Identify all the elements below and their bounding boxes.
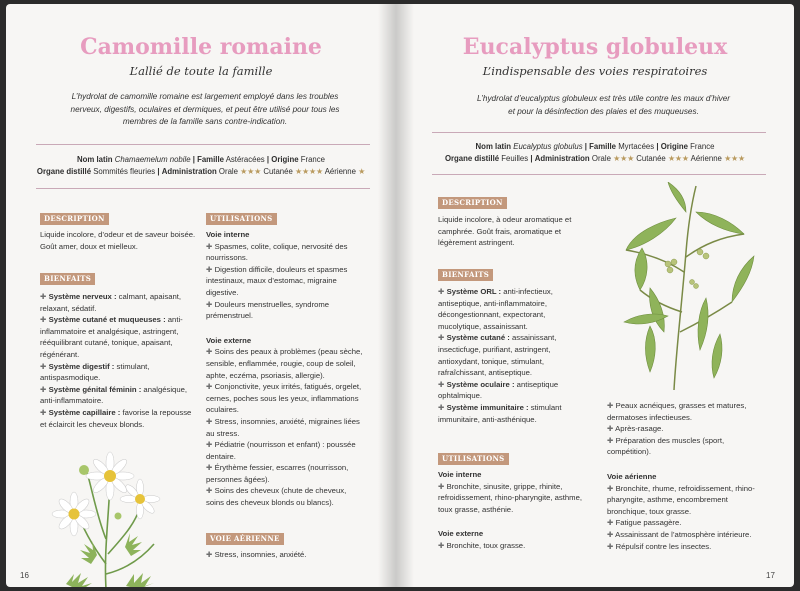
list-item: ✚ Système oculaire : antiseptique ophtalmique. <box>438 379 559 401</box>
list-item: ✚ Préparation des muscles (sport, compétition). <box>607 435 725 457</box>
gutter-shadow <box>378 4 396 587</box>
bienfaits-list <box>40 291 198 430</box>
meta-line-1: Nom latin Eucalyptus globulus | Famille Myrtacées | Origine France <box>475 142 715 151</box>
subheading-voie-externe: Voie externe <box>438 529 484 539</box>
list-item: ✚ Peaux acnéiques, grasses et matures, dermatoses infectieuses. <box>607 401 747 422</box>
bienfaits-list <box>438 286 578 425</box>
page-title: Camomille romaine <box>80 34 322 60</box>
divider <box>36 188 370 189</box>
subheading-voie-externe: Voie externe <box>206 335 252 345</box>
page-title: Eucalyptus globuleux <box>462 34 728 60</box>
list-item: ✚ Système cutané : assainissant, insecticfuge, purifiant, astringent, antioxydant, tonique, stimulant, rafraîchissant, antiseptique. <box>438 333 557 378</box>
list-item: ✚ Soins des peaux à problèmes (peau sèche, sensible, enflammée, rougie, coup de soleil, aphte, eczéma, psoriasis, allergie). <box>206 347 363 380</box>
meta-line-2: Organe distillé Sommités fleuries | Administration Orale ★★★ Cutanée ★★★★ Aérienne ★ <box>36 167 366 176</box>
star-rating: ★ <box>358 167 366 176</box>
section-badge-description: DESCRIPTION <box>438 197 507 209</box>
list-item: ✚ Système digestif : stimulant, antispasmodique. <box>40 361 150 383</box>
page-number: 16 <box>20 571 29 580</box>
section-badge-bienfaits: BIENFAITS <box>40 273 95 285</box>
utilisations-list-continued <box>607 400 757 552</box>
section-badge-voie-aerienne: VOIE AÉRIENNE <box>206 533 284 545</box>
section-badge-bienfaits: BIENFAITS <box>438 269 493 281</box>
list-item: ✚ Bronchite, rhume, refroidissement, rhino-pharyngite, asthme, encombrement bronchique, toux grasse. <box>607 483 755 516</box>
intro-text: L’hydrolat d’eucalyptus globuleux est très utile contre les maux d’hiver et pour la désinfection des plaies et des muqueuses. <box>476 94 731 116</box>
list-item: ✚ Système immunitaire : stimulant immunitaire, anti-asthénique. <box>438 402 562 424</box>
section-badge-utilisations: UTILISATIONS <box>438 453 509 465</box>
list-item: ✚ Stress, insomnies, anxiété. <box>206 550 307 559</box>
description-text: Liquide incolore, d’odeur et de saveur boisée. Goût amer, doux et mielleux. <box>40 230 196 251</box>
section-badge-utilisations: UTILISATIONS <box>206 213 277 225</box>
page-right <box>396 4 794 587</box>
book-spread <box>6 4 794 587</box>
meta-line-2: Organe distillé Feuilles | Administration Orale ★★★ Cutanée ★★★ Aérienne ★★★ <box>444 154 746 163</box>
list-item: ✚ Fatigue passagère. <box>607 518 682 528</box>
star-rating: ★★★ <box>240 167 262 176</box>
subheading-voie-aerienne: Voie aérienne <box>607 471 657 481</box>
description-text: Liquide incolore, à odeur aromatique et camphrée. Goût frais, aromatique et légèrement astringent. <box>438 215 572 248</box>
star-rating: ★★★ <box>613 154 635 163</box>
aerienne-list <box>206 549 366 561</box>
page-subtitle: L’allié de toute la famille <box>129 64 273 78</box>
list-item: ✚ Répulsif contre les insectes. <box>607 541 712 551</box>
page-left <box>6 4 396 587</box>
divider <box>432 132 766 133</box>
subheading-voie-interne: Voie interne <box>438 470 482 479</box>
list-item: ✚ Conjonctivite, yeux irrités, fatigués, orgelet, cernes, poches sous les yeux, inflammations oculaires. <box>206 382 362 415</box>
meta-line-1: Nom latin Chamaemelum nobile | Famille Astéracées | Origine France <box>77 155 325 164</box>
utilisations-list <box>206 229 366 509</box>
list-item: ✚ Soins des cheveux (chute de cheveux, soins des cheveux blonds ou blancs). <box>206 486 347 508</box>
eucalyptus-illustration <box>604 182 764 392</box>
star-rating: ★★★ <box>667 154 689 163</box>
subheading-voie-interne: Voie interne <box>206 230 250 239</box>
list-item: ✚ Pédiatrie (nourrisson et enfant) : poussée dentaire. <box>206 440 356 461</box>
list-item: ✚ Érythème fessier, escarres (nourrisson, personnes âgées). <box>206 463 349 484</box>
utilisations-list <box>438 469 588 552</box>
list-item: ✚ Système capillaire : favorise la repousse et éclaircit les cheveux blonds. <box>40 407 192 429</box>
divider <box>432 174 766 175</box>
star-rating: ★★★ <box>724 154 746 163</box>
list-item: ✚ Bronchite, sinusite, grippe, rhinite, refroidissement, rhino-pharyngite, asthme, toux grasse, asthénie. <box>438 481 582 514</box>
star-rating: ★★★★ <box>294 167 323 176</box>
list-item: ✚ Spasmes, colite, colique, nervosité des nourrissons. <box>206 241 348 263</box>
gutter-shadow <box>396 4 414 587</box>
list-item: ✚ Système nerveux : calmant, apaisant, relaxant, sédatif. <box>40 292 182 313</box>
chamomile-illustration <box>36 444 176 587</box>
list-item: ✚ Après-rasage. <box>607 424 664 434</box>
intro-text: L’hydrolat de camomille romaine est largement employé dans les troubles nerveux, digestifs, oculaires et dermiques, et peut être utilisé pour tous les membres de la famille sans contre-indication. <box>70 92 340 126</box>
section-badge-description: DESCRIPTION <box>40 213 109 225</box>
list-item: ✚ Système ORL : anti-infectieux, antiseptique, anti-inflammatoire, décongestionnant, expectorant, mucolytique, assainissant. <box>438 287 553 331</box>
page-subtitle: L’indispensable des voies respiratoires <box>482 64 708 78</box>
list-item: ✚ Stress, insomnies, anxiété, migraines liées au stress. <box>206 416 360 438</box>
list-item: ✚ Système génital féminin : analgésique, anti-inflammatoire. <box>40 384 188 406</box>
list-item: ✚ Bronchite, toux grasse. <box>438 540 526 550</box>
list-item: ✚ Système cutané et muqueuses : anti-inflammatoire et analgésique, astringent, rééquilibrant cutané, tonique, apaisant, régénérant. <box>40 315 183 359</box>
list-item: ✚ Assainissant de l’atmosphère intérieure. <box>607 529 752 539</box>
list-item: ✚ Douleurs menstruelles, syndrome prémenstruel. <box>206 299 330 321</box>
list-item: ✚ Digestion difficile, douleurs et spasmes intestinaux, maux d’estomac, migraine digestive. <box>206 264 348 297</box>
page-number: 17 <box>766 571 775 580</box>
divider <box>36 144 370 145</box>
